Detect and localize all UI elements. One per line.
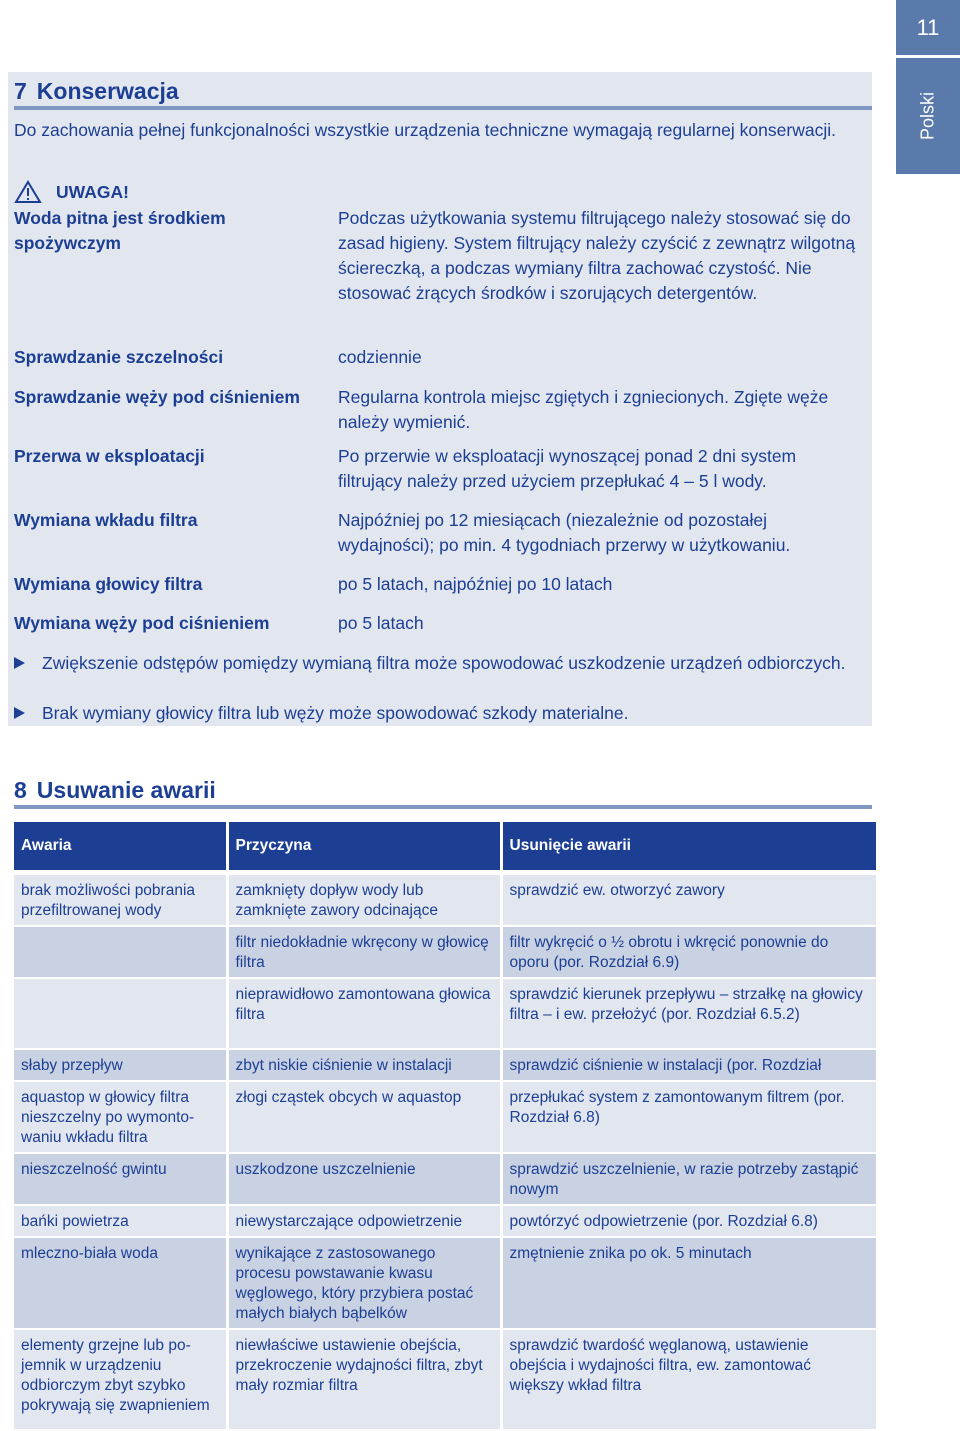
language-tab-label: Polski xyxy=(917,91,938,141)
note-bullet-text: Brak wymiany głowicy filtra lub węży może spowodować szkody materialne. xyxy=(42,703,629,723)
section-7-rule xyxy=(14,106,872,110)
fault-cell xyxy=(14,978,227,1049)
page-number: 11 xyxy=(896,0,960,55)
fault-cell: brak możliwości pobrania przefiltrowanej wody xyxy=(14,873,227,927)
table-row xyxy=(14,978,876,1049)
remedy-cell: zmętnienie znika po ok. 5 minutach xyxy=(501,1237,876,1329)
table-row xyxy=(14,1081,876,1153)
maintenance-row-text: Po przerwie w eksploatacji wynoszącej ponad 2 dni system filtrujący należy przed użyciem przepłukać 4 – 5 l wody. xyxy=(338,446,797,491)
maintenance-row-text: po 5 latach, najpóźniej po 10 latach xyxy=(338,574,613,594)
column-header-remedy: Usunięcie awarii xyxy=(501,822,876,873)
fault-cell xyxy=(14,926,227,978)
remedy-cell: filtr wykręcić o ½ obrotu i wkręcić ponownie do oporu (por. Rozdział 6.9) xyxy=(501,926,876,978)
maintenance-row-text: Regularna kontrola miejsc zgiętych i zgniecionych. Zgięte węże należy wymienić. xyxy=(338,387,829,432)
cause-cell: filtr niedokładnie wkręcony w głowicę filtra xyxy=(227,926,501,978)
cause-cell: niewystarczające odpowietrzenie xyxy=(227,1205,501,1237)
remedy-cell: sprawdzić ew. otworzyć zawory xyxy=(501,873,876,927)
section-7-number: 7 xyxy=(14,78,27,104)
remedy-cell: sprawdzić ciśnienie w instalacji (por. Rozdział xyxy=(501,1049,876,1081)
cause-cell: niewłaściwe ustawienie obejścia, przekroczenie wydajności filtra, zbyt mały rozmiar filtra xyxy=(227,1329,501,1429)
maintenance-row-text: Najpóźniej po 12 miesiącach (niezależnie od pozostałej wydajności); po min. 4 tygodniach przerwy w użytkowaniu. xyxy=(338,510,791,555)
table-row xyxy=(14,926,876,978)
maintenance-row-text: Podczas użytkowania systemu filtrującego należy stosować się do zasad higieny. System filtrujący należy czyścić z zewnątrz wilgotną ściereczką, a podczas wymiany filtra zachować czystość. Nie stosować żrących środków i szorujących detergentów. xyxy=(338,208,856,303)
maintenance-row-label: Wymiana głowicy filtra xyxy=(14,574,203,594)
table-header-row xyxy=(14,822,876,873)
section-8-heading xyxy=(14,777,216,804)
warning-label: UWAGA! xyxy=(56,181,129,202)
section-8-number: 8 xyxy=(14,777,27,803)
table-row xyxy=(14,1049,876,1081)
section-7-heading xyxy=(14,78,179,105)
note-bullet-text: Zwiększenie odstępów pomiędzy wymianą filtra może spowodować uszkodzenie urządzeń odbiorczych. xyxy=(42,653,846,673)
table-row xyxy=(14,1205,876,1237)
section-8-title: Usuwanie awarii xyxy=(36,777,216,803)
troubleshooting-table xyxy=(14,822,876,1429)
warning-triangle-icon xyxy=(14,180,42,204)
cause-cell: zbyt niskie ciśnienie w instalacji xyxy=(227,1049,501,1081)
column-header-fault: Awaria xyxy=(14,822,227,873)
maintenance-row-label: Wymiana wkładu filtra xyxy=(14,510,198,530)
fault-cell: aquastop w głowicy filtra nieszczelny po wymontowaniu wkładu filtra xyxy=(14,1081,227,1153)
maintenance-row-text: po 5 latach xyxy=(338,613,424,633)
maintenance-row-label: Przerwa w eksploatacji xyxy=(14,446,205,466)
table-row xyxy=(14,1153,876,1205)
bullet-arrow-icon xyxy=(14,657,25,669)
fault-cell: bańki powietrza xyxy=(14,1205,227,1237)
maintenance-row-label: Woda pitna jest środkiem spożywczym xyxy=(14,208,226,253)
remedy-cell: powtórzyć odpowietrzenie (por. Rozdział 6.8) xyxy=(501,1205,876,1237)
cause-cell: nieprawidłowo zamontowana głowica filtra xyxy=(227,978,501,1049)
section-7-title: Konserwacja xyxy=(36,78,179,104)
maintenance-row-text: codziennie xyxy=(338,347,422,367)
warning-block xyxy=(14,180,129,204)
remedy-cell: sprawdzić twardość węglanową, ustawienie obejścia i wydajności filtra, ew. zamontować większy wkład filtra xyxy=(501,1329,876,1429)
table-row xyxy=(14,1329,876,1429)
remedy-cell: sprawdzić kierunek przepływu – strzałkę na głowicy filtra – i ew. przełożyć (por. Rozdział 6.5.2) xyxy=(501,978,876,1049)
maintenance-row-label: Sprawdzanie węży pod ciśnieniem xyxy=(14,387,300,407)
table-row xyxy=(14,873,876,927)
column-header-cause: Przyczyna xyxy=(227,822,501,873)
fault-cell: elementy grzejne lub pojemnik w urządzeniu odbiorczym zbyt szybko pokrywają się zwapnieniem xyxy=(14,1329,227,1429)
fault-cell: mleczno-biała woda xyxy=(14,1237,227,1329)
remedy-cell: sprawdzić uszczelnienie, w razie potrzeby zastąpić nowym xyxy=(501,1153,876,1205)
note-bullet xyxy=(14,651,864,676)
table-row xyxy=(14,1237,876,1329)
cause-cell: uszkodzone uszczelnienie xyxy=(227,1153,501,1205)
maintenance-intro: Do zachowania pełnej funkcjonalności wszystkie urządzenia techniczne wymagają regularnej konserwacji. xyxy=(14,120,836,140)
note-bullet xyxy=(14,701,864,726)
fault-cell: słaby przepływ xyxy=(14,1049,227,1081)
cause-cell: zamknięty dopływ wody lub zamknięte zawory odcinające xyxy=(227,873,501,927)
language-tab xyxy=(896,58,960,174)
fault-cell: nieszczelność gwintu xyxy=(14,1153,227,1205)
cause-cell: wynikające z zastosowanego procesu powstawanie kwasu węglowego, który przybiera postać małych białych bąbelków xyxy=(227,1237,501,1329)
section-8-rule xyxy=(14,805,872,809)
bullet-arrow-icon xyxy=(14,707,25,719)
maintenance-row-label: Wymiana węży pod ciśnieniem xyxy=(14,613,270,633)
cause-cell: złogi cząstek obcych w aquastop xyxy=(227,1081,501,1153)
remedy-cell: przepłukać system z zamontowanym filtrem (por. Rozdział 6.8) xyxy=(501,1081,876,1153)
maintenance-row-label: Sprawdzanie szczelności xyxy=(14,347,224,367)
